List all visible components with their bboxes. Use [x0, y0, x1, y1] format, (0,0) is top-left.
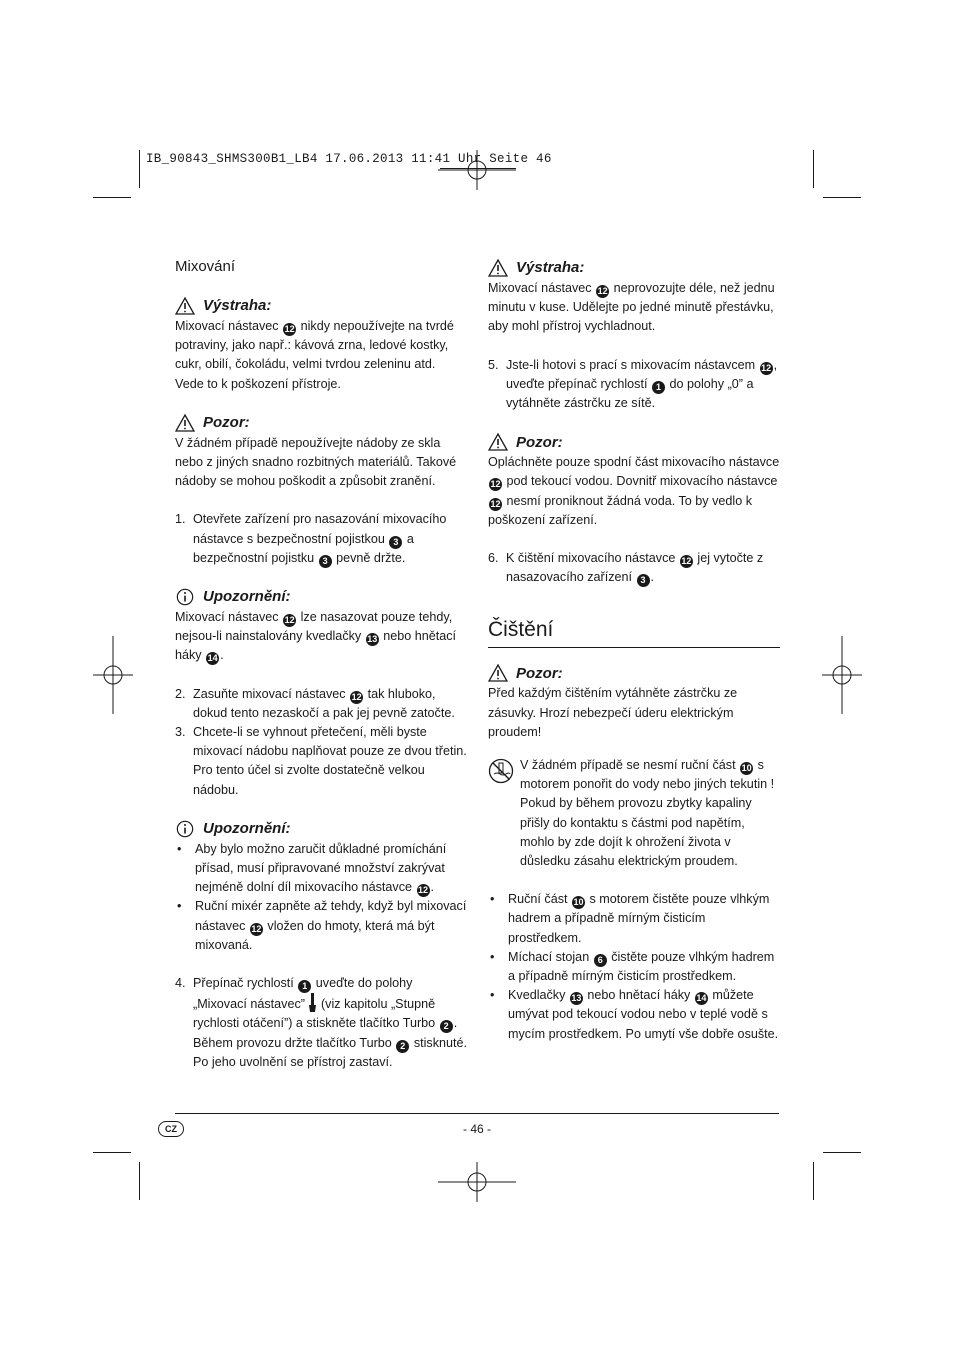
warning-text: Mixovací nástavec 12 neprovozujte déle, než jednu minutu v kuse. Udělejte po jedné minutě přestávku, aby mohl přístroj vychladnout. [488, 281, 775, 334]
warning-triangle-icon [488, 259, 508, 277]
list-item: 4. Přepínač rychlostí 1 uveďte do polohy „Mixovací nástavec” (viz kapitolu „Stupně rychlosti otáčení”) a stiskněte tlačítko Turbo 2 . Během provozu držte tlačítko Turbo 2 stisknuté. Po jeho uvolnění se přístroj zastaví. [175, 976, 468, 1069]
ref-3: 3 [637, 574, 650, 587]
ref-14: 14 [696, 993, 707, 1004]
list-item: 2. Zasuňte mixovací nástavec 12 tak hluboko, dokud tento nezaskočí a pak jej pevně zatočte. [175, 686, 455, 720]
list-item: • Kvedlačky 13 nebo hnětací háky 14 můžete umývat pod tekoucí vodou nebo v teplé vodě s mycím prostředkem. Po umytí vše dobře osušte. [490, 988, 779, 1041]
list-item: • Aby bylo možno zaručit důkladné promíchání přísad, musí připravované množství zakrývat nejméně dolní díl mixovacího nástavce 12 . [177, 841, 447, 896]
ref-12: 12 [681, 556, 692, 567]
ref-12: 12 [351, 691, 362, 702]
info-icon [175, 588, 195, 606]
ref-12: 12 [284, 324, 295, 334]
crop-mark [823, 197, 861, 198]
crop-mark [139, 150, 140, 188]
footer-rule [175, 1113, 779, 1114]
warning-heading [175, 295, 467, 317]
right-column [488, 257, 780, 1044]
warning-heading [488, 257, 780, 279]
warning-triangle-icon [488, 433, 508, 451]
info-icon [175, 820, 195, 838]
ref-1: 1 [298, 980, 311, 993]
ref-14: 14 [207, 653, 218, 664]
crop-mark [139, 1162, 140, 1200]
caution-text: V žádném případě nepoužívejte nádoby ze skla nebo z jiných snadno rozbitných materiálů. Takové nádoby se mohou poškodit a způsobit zranění. [175, 435, 457, 489]
ref-2: 2 [396, 1040, 409, 1053]
crop-mark [823, 1152, 861, 1153]
ref-10: 10 [573, 897, 584, 908]
crop-mark [93, 1152, 131, 1153]
warning-triangle-icon [488, 664, 508, 682]
warning-triangle-icon [175, 414, 195, 432]
no-water-immersion-icon [488, 758, 514, 784]
no-submerge-warning: V žádném případě se nesmí ruční část 10 s motorem ponořit do vody nebo jiných tekutin ! Pokud by během provozu zbytky kapaliny přišly do kontaktu s částmi pod napětím, mohlo by zde dojít k ohrožení života v důsledku zásahu elektrickým proudem. [488, 756, 780, 871]
ref-13: 13 [367, 634, 378, 645]
caution-heading [488, 431, 780, 453]
print-slug: IB_90843_SHMS300B1_LB4 17.06.2013 11:41 Uhr Seite 46 [146, 152, 552, 166]
warning-label: Výstraha: [203, 297, 272, 315]
ref-2: 2 [440, 1020, 453, 1033]
list-item: 3. Chcete-li se vyhnout přetečení, měli byste mixovací nádobu naplňovat pouze ze dvou třetin. Pro tento účel si zvolte dostatečně velkou nádobu. [175, 725, 467, 797]
ref-12: 12 [490, 498, 501, 509]
caution-text: Opláchněte pouze spodní část mixovacího nástavce 12 pod tekoucí vodou. Dovnitř mixovacího nástavce 12 nesmí proniknout žádná voda. To by vedlo k poškození zařízení. [488, 455, 780, 527]
note-heading [175, 818, 467, 840]
registration-mark-icon [93, 636, 133, 714]
list-item: • Ruční mixér zapněte až tehdy, když byl mixovací nástavec 12 vložen do hmoty, která má být mixovaná. [177, 899, 467, 952]
crop-mark [813, 1162, 814, 1200]
note-heading [175, 586, 467, 608]
ref-12: 12 [597, 286, 608, 296]
note-label: Upozornění: [203, 820, 291, 838]
list-item: 5. Jste-li hotovi s prací s mixovacím nástavcem 12 , uveďte přepínač rychlostí 1 do polohy „0” a vytáhněte zástrčku ze sítě. [488, 357, 778, 411]
caution-label: Pozor: [516, 433, 563, 451]
left-column [175, 257, 467, 1072]
page-number: - 46 - [462, 1122, 491, 1136]
ref-3: 3 [319, 555, 332, 568]
ref-6: 6 [594, 954, 607, 967]
registration-mark-icon [822, 636, 862, 714]
warning-triangle-icon [175, 297, 195, 315]
caution-heading [488, 662, 780, 684]
ref-13: 13 [571, 993, 582, 1004]
ref-3: 3 [389, 536, 402, 549]
caution-label: Pozor: [203, 414, 250, 432]
list-item: 6. K čištění mixovacího nástavce 12 jej vytočte z nasazovacího zařízení 3 . [488, 551, 764, 586]
ref-12: 12 [418, 885, 429, 896]
list-item: • Míchací stojan 6 čistěte pouze vlhkým hadrem a případně mírným čisticím prostředkem. [490, 949, 775, 984]
list-item: • Ruční část 10 s motorem čistěte pouze vlhkým hadrem a případně mírným čisticím prostředkem. [490, 892, 770, 945]
warning-text: Mixovací nástavec 12 nikdy nepoužívejte na tvrdé potraviny, jako např.: kávová zrna, ledové kostky, cukr, obilí, čokoládu, velmi tvrdou zeleninu atd. Vede to k poškození přístroje. [175, 319, 454, 391]
registration-mark-icon [438, 1162, 516, 1202]
subheading-mixing: Mixování [175, 258, 236, 275]
country-badge: CZ [158, 1121, 184, 1137]
ref-1: 1 [652, 381, 665, 394]
warning-label: Výstraha: [516, 259, 585, 277]
slug-underline [440, 168, 516, 169]
blender-attachment-icon [308, 993, 317, 1013]
section-title-cleaning: Čištění [488, 617, 780, 648]
ref-12: 12 [761, 362, 772, 373]
note-label: Upozornění: [203, 588, 291, 606]
caution-heading [175, 412, 467, 434]
ref-12: 12 [284, 615, 295, 626]
caution-label: Pozor: [516, 664, 563, 682]
ref-10: 10 [741, 763, 752, 774]
ref-12: 12 [251, 923, 262, 934]
caution-text: Před každým čištěním vytáhněte zástrčku ze zásuvky. Hrozí nebezpečí úderu elektrickým proudem! [488, 686, 738, 739]
ref-12: 12 [490, 479, 501, 490]
crop-mark [813, 150, 814, 188]
crop-mark [93, 197, 131, 198]
note-text: Mixovací nástavec 12 lze nasazovat pouze tehdy, nejsou-li nainstalovány kvedlačky 13 nebo hnětací háky 14 . [175, 610, 457, 664]
list-item: 1. Otevřete zařízení pro nasazování mixovacího nástavce s bezpečnostní pojistkou 3 a bezpečnostní pojistku 3 pevně držte. [175, 512, 447, 566]
